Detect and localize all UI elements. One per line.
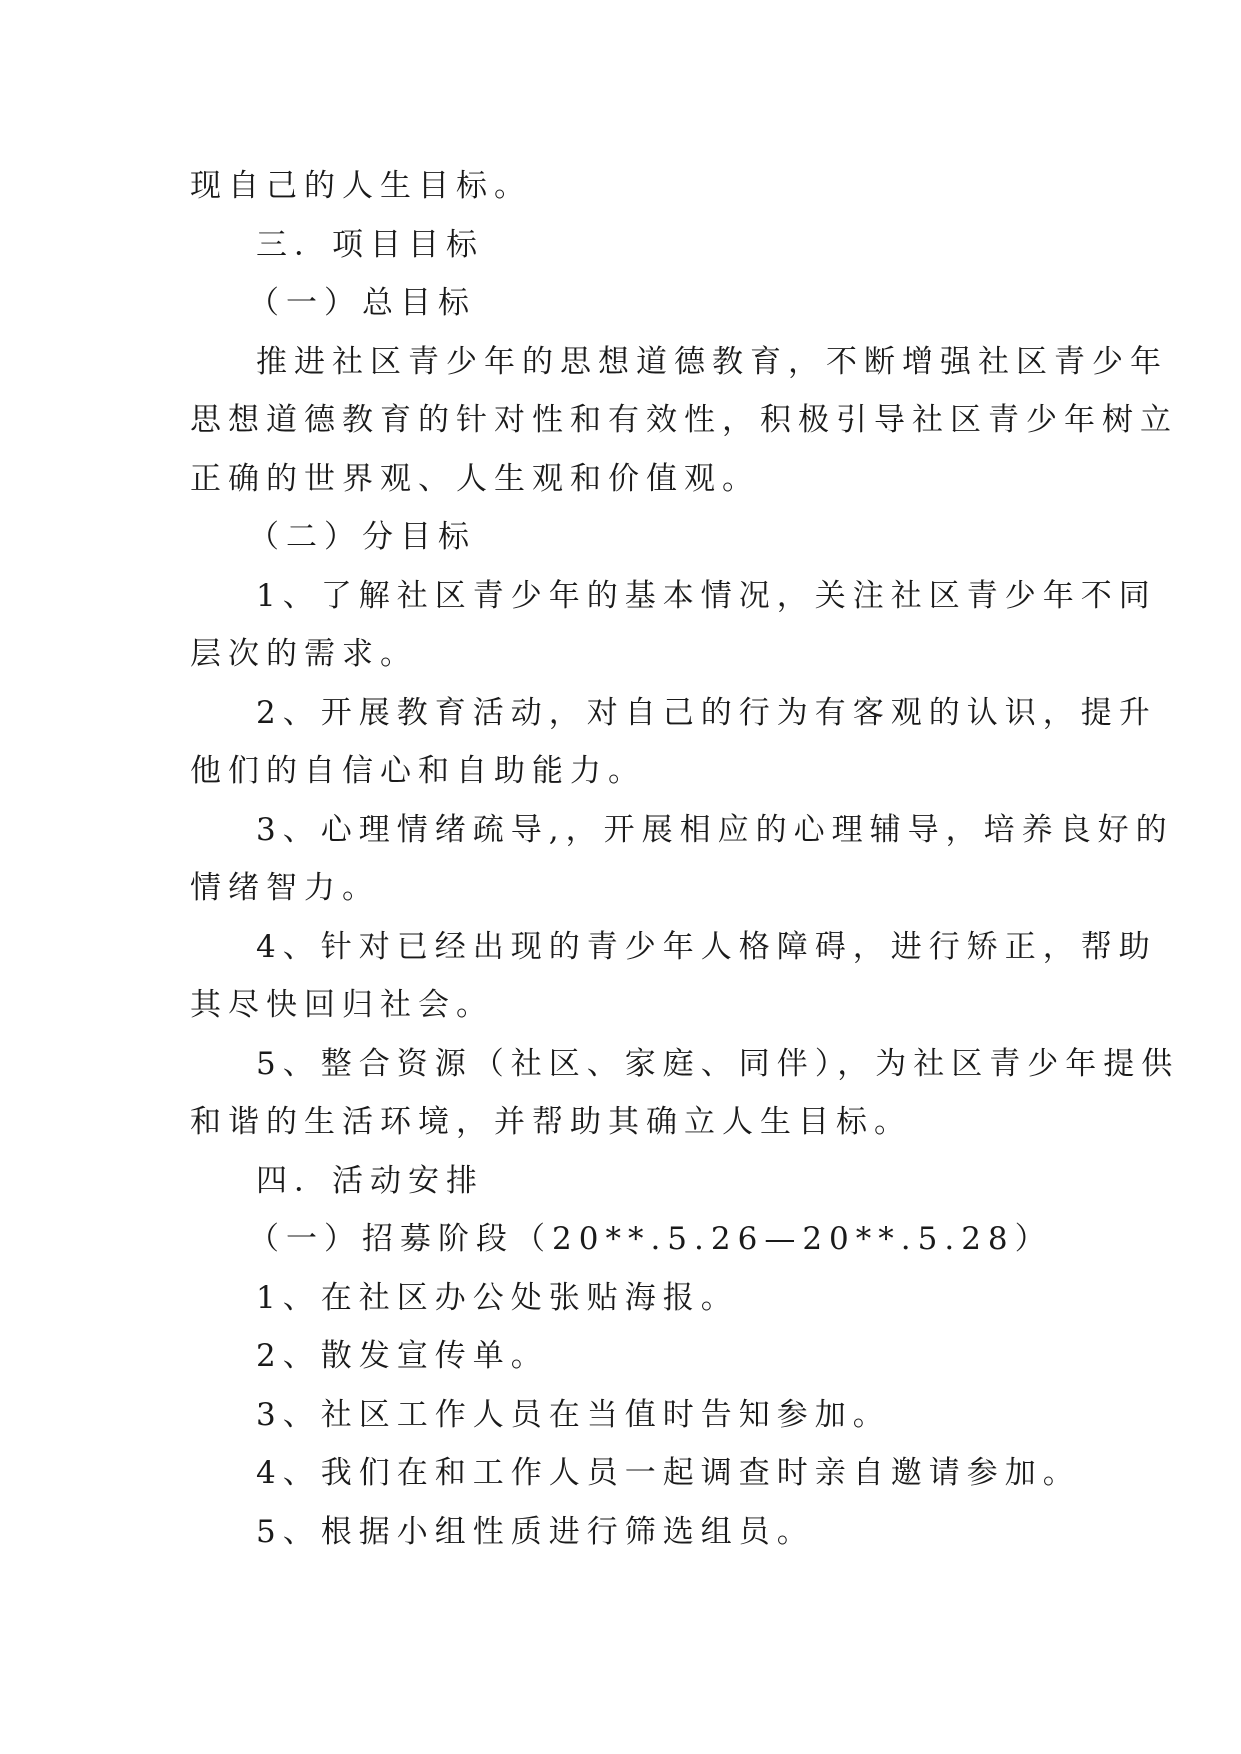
list-item: 4、我们在和工作人员一起调查时亲自邀请参加。 [256,1455,1081,1491]
text-line: 思想道德教育的针对性和有效性，积极引导社区青少年树立 [190,402,1178,438]
subsection-heading: （一）招募阶段（20**.5.26—20**.5.28） [248,1221,1053,1257]
text-line: 现自己的人生目标。 [190,168,532,204]
text-line: 推进社区青少年的思想道德教育，不断增强社区青少年 [256,343,1168,380]
list-item: 1、在社区办公处张贴海报。 [256,1279,739,1316]
list-item: 3、社区工作人员在当值时告知参加。 [256,1396,891,1433]
text-line: 其尽快回归社会。 [190,987,494,1023]
subsection-heading: （二）分目标 [248,519,476,555]
list-item: 2、开展教育活动，对自己的行为有客观的认识，提升 [256,694,1157,731]
text-line: 正确的世界观、人生观和价值观。 [190,460,760,497]
section-heading: 三．项目目标 [256,226,484,263]
subsection-heading: （一）总目标 [248,285,476,321]
document-body [190,157,1180,1561]
list-item: 5、根据小组性质进行筛选组员。 [256,1513,815,1550]
list-item: 3、心理情绪疏导,，开展相应的心理辅导，培养良好的 [256,811,1174,848]
list-item: 1、了解社区青少年的基本情况，关注社区青少年不同 [256,577,1157,614]
text-line: 和谐的生活环境，并帮助其确立人生目标。 [190,1104,912,1140]
text-line: 层次的需求。 [190,636,418,672]
text-line: 他们的自信心和自助能力。 [190,753,646,789]
section-heading: 四．活动安排 [256,1162,484,1199]
list-item: 2、散发宣传单。 [256,1338,549,1374]
text-line: 情绪智力。 [190,870,380,906]
list-item: 5、整合资源（社区、家庭、同伴），为社区青少年提供 [256,1045,1180,1082]
list-item: 4、针对已经出现的青少年人格障碍，进行矫正，帮助 [256,928,1157,965]
